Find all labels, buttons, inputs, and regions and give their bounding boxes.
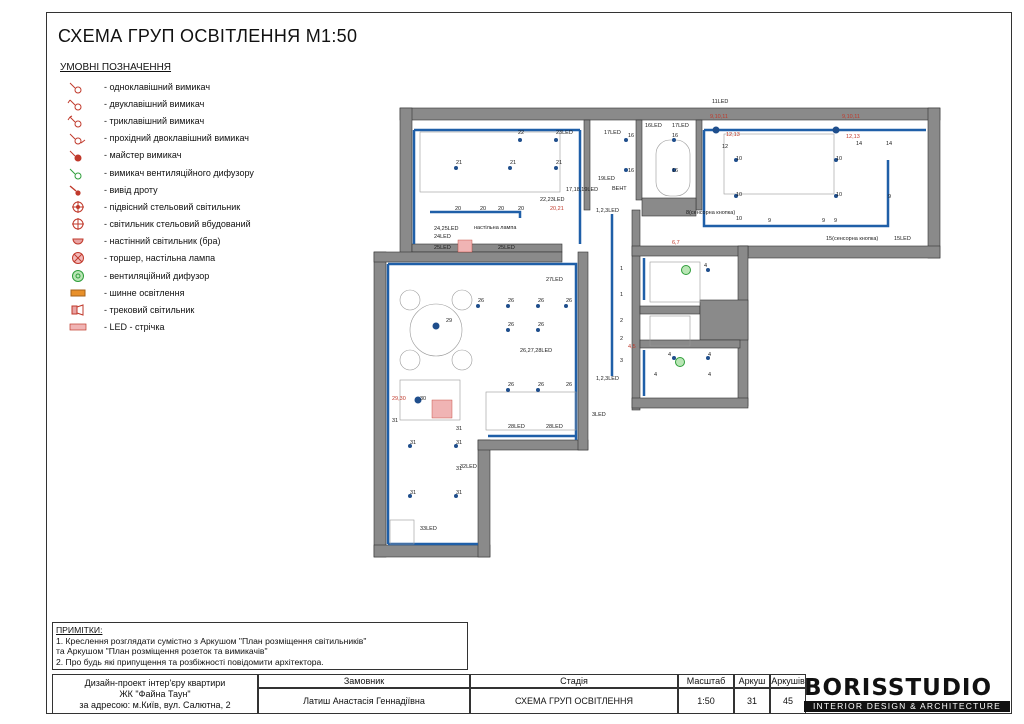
plan-label: 26 [478, 298, 485, 304]
plan-label: 1 [620, 266, 624, 272]
plan-label: 19LED [598, 176, 615, 182]
plan-label: 16LED [645, 123, 662, 129]
page-title: СХЕМА ГРУП ОСВІТЛЕННЯ М1:50 [58, 26, 358, 46]
plan-label: 20,21 [550, 206, 564, 212]
plan-label: 4 [708, 352, 712, 358]
sheet-header: Аркуш [734, 674, 770, 688]
plan-label: 1,2,3LED [596, 376, 619, 382]
plan-label: 1,2,3LED [596, 208, 619, 214]
plan-label: 26 [538, 382, 545, 388]
legend-label: - вивід дроту [104, 184, 158, 195]
plan-label: 15(сенсорна кнопка) [826, 236, 879, 242]
plan-label: 25LED [498, 245, 515, 251]
plan-labels [392, 99, 911, 532]
legend-label: - одноклавішний вимикач [104, 81, 211, 92]
client-header: Замовник [258, 674, 470, 688]
plan-label: 9,10,11 [842, 114, 860, 120]
sheets-header: Аркушів [770, 674, 806, 688]
plan-label: 12,13 [726, 132, 740, 138]
plan-label: 31 [456, 490, 463, 496]
plan-label: 9 [888, 194, 892, 200]
plan-label: 16 [628, 168, 635, 174]
legend-label: - майстер вимикач [104, 150, 182, 161]
plan-label: 30 [420, 396, 427, 402]
plan-label: 17LED [604, 130, 621, 136]
legend-label: - підвісний стельовий світильник [104, 201, 241, 212]
plan-label: 20 [480, 206, 487, 212]
plan-label: 11LED [712, 99, 729, 105]
plan-label: настільна лампа [474, 225, 517, 231]
plan-label: 9 [768, 218, 772, 224]
plan-label: 2 [620, 318, 624, 324]
plan-label: 10 [836, 192, 843, 198]
plan-label: 31 [410, 440, 417, 446]
stage-value: СХЕМА ГРУП ОСВІТЛЕННЯ [470, 688, 678, 714]
client-value: Латиш Анастасія Геннадіївна [258, 688, 470, 714]
plan-label: 4 [668, 352, 672, 358]
plan-label: 24LED [434, 234, 451, 240]
plan-label: 21 [456, 160, 463, 166]
plan-label: 10 [736, 156, 743, 162]
legend-label: - шинне освітлення [104, 287, 185, 298]
sheets-value: 45 [770, 688, 806, 714]
plan-label: 27LED [546, 277, 563, 283]
plan-label: 29 [446, 318, 453, 324]
legend-label: - триклавішний вимикач [104, 115, 205, 126]
project-line: Дизайн-проект інтер'єру квартири [84, 677, 226, 688]
plan-label: 15LED [894, 236, 911, 242]
project-line: ЖК "Файна Таун" [119, 688, 191, 699]
plan-label: 8(сенсорна кнопка) [686, 210, 736, 216]
plan-label: 17,18,19LED [566, 187, 599, 193]
plan-label: 28LED [508, 424, 525, 430]
legend-label: - LED - стрічка [104, 322, 165, 333]
plan-label: 26 [508, 382, 515, 388]
plan-label: 4 [708, 372, 712, 378]
plan-label: 26 [508, 322, 515, 328]
legend-label: - настінний світильник (бра) [104, 236, 221, 247]
plan-label: 14 [886, 141, 893, 147]
plan-label: 20 [518, 206, 525, 212]
project-info [52, 674, 258, 714]
brand-tagline: INTERIOR DESIGN & ARCHITECTURE [804, 701, 1010, 712]
plan-label: 9 [834, 218, 838, 224]
scale-header: Масштаб [678, 674, 734, 688]
plan-label: 26 [566, 382, 573, 388]
legend-label: - вимикач вентиляційного дифузору [104, 167, 254, 178]
legend-label: - прохідний двоклавішний вимикач [104, 133, 249, 144]
plan-label: 3LED [592, 412, 606, 418]
scale-value: 1:50 [678, 688, 734, 714]
plan-label: ВЕНТ [612, 186, 627, 192]
sheet-value: 31 [734, 688, 770, 714]
legend-label: - двуклавішний вимикач [104, 98, 205, 109]
plan-label: 4 [654, 372, 658, 378]
plan-label: 22 [518, 130, 525, 136]
note-line: та Аркушом "План розміщення розеток та вимикачів" [56, 646, 268, 656]
plan-label: 31 [456, 426, 463, 432]
plan-label: 1 [620, 292, 624, 298]
stage-header: Стадія [470, 674, 678, 688]
plan-label: 10 [736, 192, 743, 198]
plan-label: 14 [856, 141, 863, 147]
plan-label: 16 [672, 168, 679, 174]
plan-label: 10 [836, 156, 843, 162]
plan-label: 25LED [434, 245, 451, 251]
plan-label: 31 [456, 440, 463, 446]
plan-label: 26,27,28LED [520, 348, 553, 354]
plan-label: 12 [722, 144, 729, 150]
plan-label: 31 [456, 466, 463, 472]
project-line: за адресою: м.Київ, вул. Салютна, 2 [79, 699, 231, 710]
legend-label: - вентиляційний дифузор [104, 270, 210, 281]
plan-label: 28LED [546, 424, 563, 430]
legend-label: - світильник стельовий вбудований [104, 219, 251, 230]
plan-label: 33LED [420, 526, 437, 532]
studio-logo [804, 676, 1010, 712]
plan-label: 26 [538, 298, 545, 304]
plan-label: 26 [508, 298, 515, 304]
brand-name: BORISSTUDIO [804, 675, 993, 701]
plan-label: 3 [620, 358, 624, 364]
plan-label: 12,13 [846, 134, 860, 140]
plan-label: 16 [628, 133, 635, 139]
note-line: 2. Про будь які припущення та розбіжності повідомити архітектора. [56, 656, 324, 667]
plan-label: 23LED [556, 130, 573, 136]
plan-label: 29,30 [392, 396, 406, 402]
plan-label: 24,25LED [434, 226, 459, 232]
led-strips [432, 240, 472, 418]
fixtures [408, 127, 843, 499]
plan-label: 20 [455, 206, 462, 212]
plan-label: 31 [392, 418, 399, 424]
plan-label: 9 [822, 218, 826, 224]
plan-label: 17LED [672, 123, 689, 129]
plan-label: 32LED [460, 464, 477, 470]
plan-label: 4 [704, 263, 708, 269]
notes-box [52, 622, 468, 670]
plan-label: 21 [510, 160, 517, 166]
notes-heading: ПРИМІТКИ: [56, 625, 103, 635]
note-line: 1. Креслення розглядати сумістно з Аркушом "План розміщення світильників" [56, 635, 367, 646]
plan-label: 4,5 [628, 344, 636, 350]
plan-label: 31 [410, 490, 417, 496]
legend-label: - трековий світильник [104, 305, 195, 316]
plan-label: 22,23LED [540, 197, 565, 203]
plan-label: 6,7 [672, 240, 680, 246]
plan-label: 2 [620, 336, 624, 342]
legend-label: - торшер, настільна лампа [104, 253, 216, 264]
plan-label: 21 [556, 160, 563, 166]
plan-label: 26 [566, 298, 573, 304]
plan-label: 16 [672, 133, 679, 139]
plan-label: 26 [538, 322, 545, 328]
plan-label: 10 [736, 216, 743, 222]
plan-label: 9,10,11 [710, 114, 728, 120]
plan-label: 20 [498, 206, 505, 212]
legend-heading: УМОВНІ ПОЗНАЧЕННЯ [60, 62, 172, 73]
